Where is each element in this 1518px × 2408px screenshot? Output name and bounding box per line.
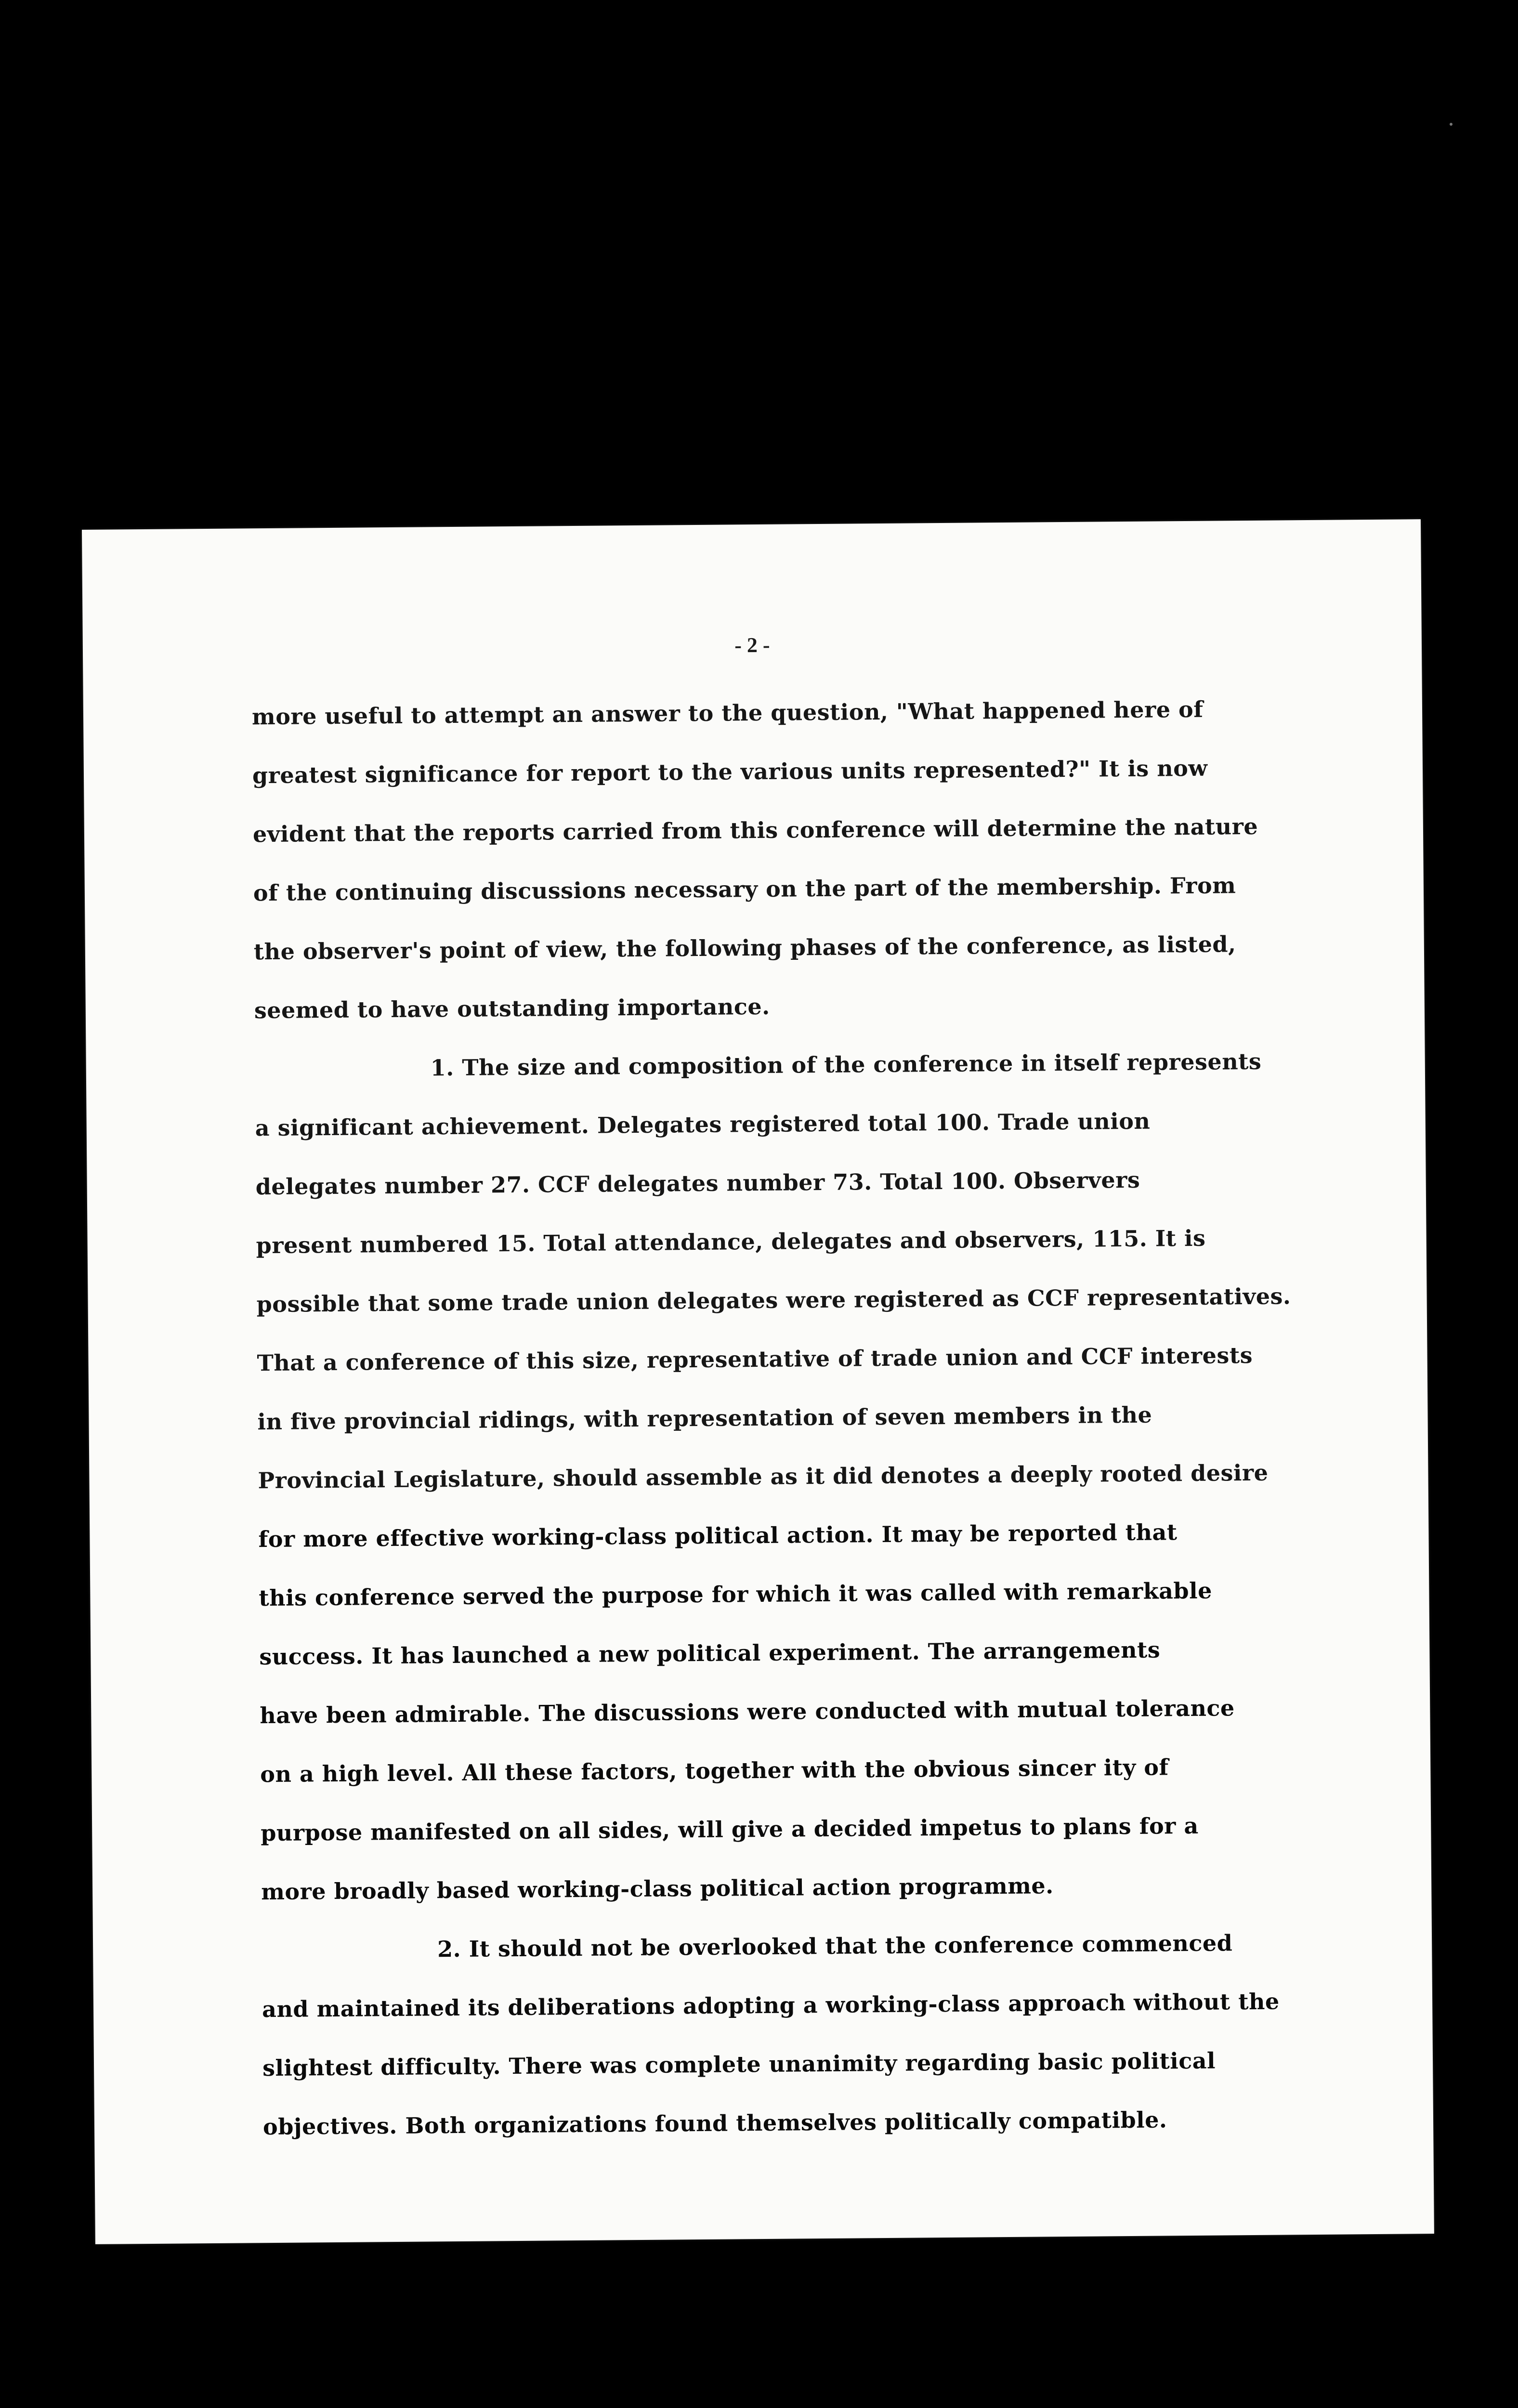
text-line-item-2: 2. It should not be overlooked that the conference commenced	[437, 1930, 1233, 1963]
text-line: more useful to attempt an answer to the question, "What happened here of	[251, 696, 1204, 730]
text-line: slightest difficulty. There was complete unanimity regarding basic political	[262, 2047, 1216, 2081]
text-line: have been admirable. The discussions were conducted with mutual tolerance	[260, 1695, 1235, 1729]
text-line: more broadly based working-class political action programme.	[261, 1872, 1054, 1905]
text-line: on a high level. All these factors, together with the obvious sincer ity of	[260, 1754, 1169, 1788]
text-line: evident that the reports carried from this conference will determine the nature	[252, 813, 1258, 848]
text-line: greatest significance for report to the various units represented?" It is now	[252, 755, 1208, 789]
document-body	[252, 679, 1299, 2156]
text-line: Provincial Legislature, should assemble as it did denotes a deeply rooted desire	[258, 1459, 1269, 1494]
text-line: the observer's point of view, the following phases of the conference, as listed,	[253, 931, 1236, 965]
text-line-item-1: 1. The size and composition of the conference in itself represents	[430, 1048, 1262, 1081]
text-line: and maintained its deliberations adopting a working-class approach without the	[262, 1988, 1280, 2023]
text-line: success. It has launched a new political experiment. The arrangements	[259, 1636, 1161, 1670]
text-line: objectives. Both organizations found themselves politically compatible.	[262, 2107, 1167, 2140]
text-line: present numbered 15. Total attendance, delegates and observers, 115. It is	[256, 1225, 1206, 1259]
text-line: this conference served the purpose for which it was called with remarkable	[259, 1577, 1213, 1611]
text-line: purpose manifested on all sides, will give a decided impetus to plans for a	[261, 1812, 1199, 1846]
document-page	[82, 519, 1434, 2244]
text-line: That a conference of this size, representative of trade union and CCF interests	[257, 1342, 1253, 1376]
page-number: - 2 -	[734, 633, 770, 657]
text-line: possible that some trade union delegates were registered as CCF representatives.	[256, 1283, 1291, 1318]
text-line: seemed to have outstanding importance.	[254, 993, 770, 1024]
text-line: delegates number 27. CCF delegates number 73. Total 100. Observers	[255, 1166, 1140, 1200]
text-line: of the continuing discussions necessary on the part of the membership. From	[253, 872, 1236, 906]
text-line: for more effective working-class political action. It may be reported that	[258, 1519, 1178, 1553]
film-speck	[1450, 123, 1453, 126]
text-line: in five provincial ridings, with representation of seven members in the	[257, 1401, 1152, 1435]
text-line: a significant achievement. Delegates registered total 100. Trade union	[255, 1108, 1151, 1141]
